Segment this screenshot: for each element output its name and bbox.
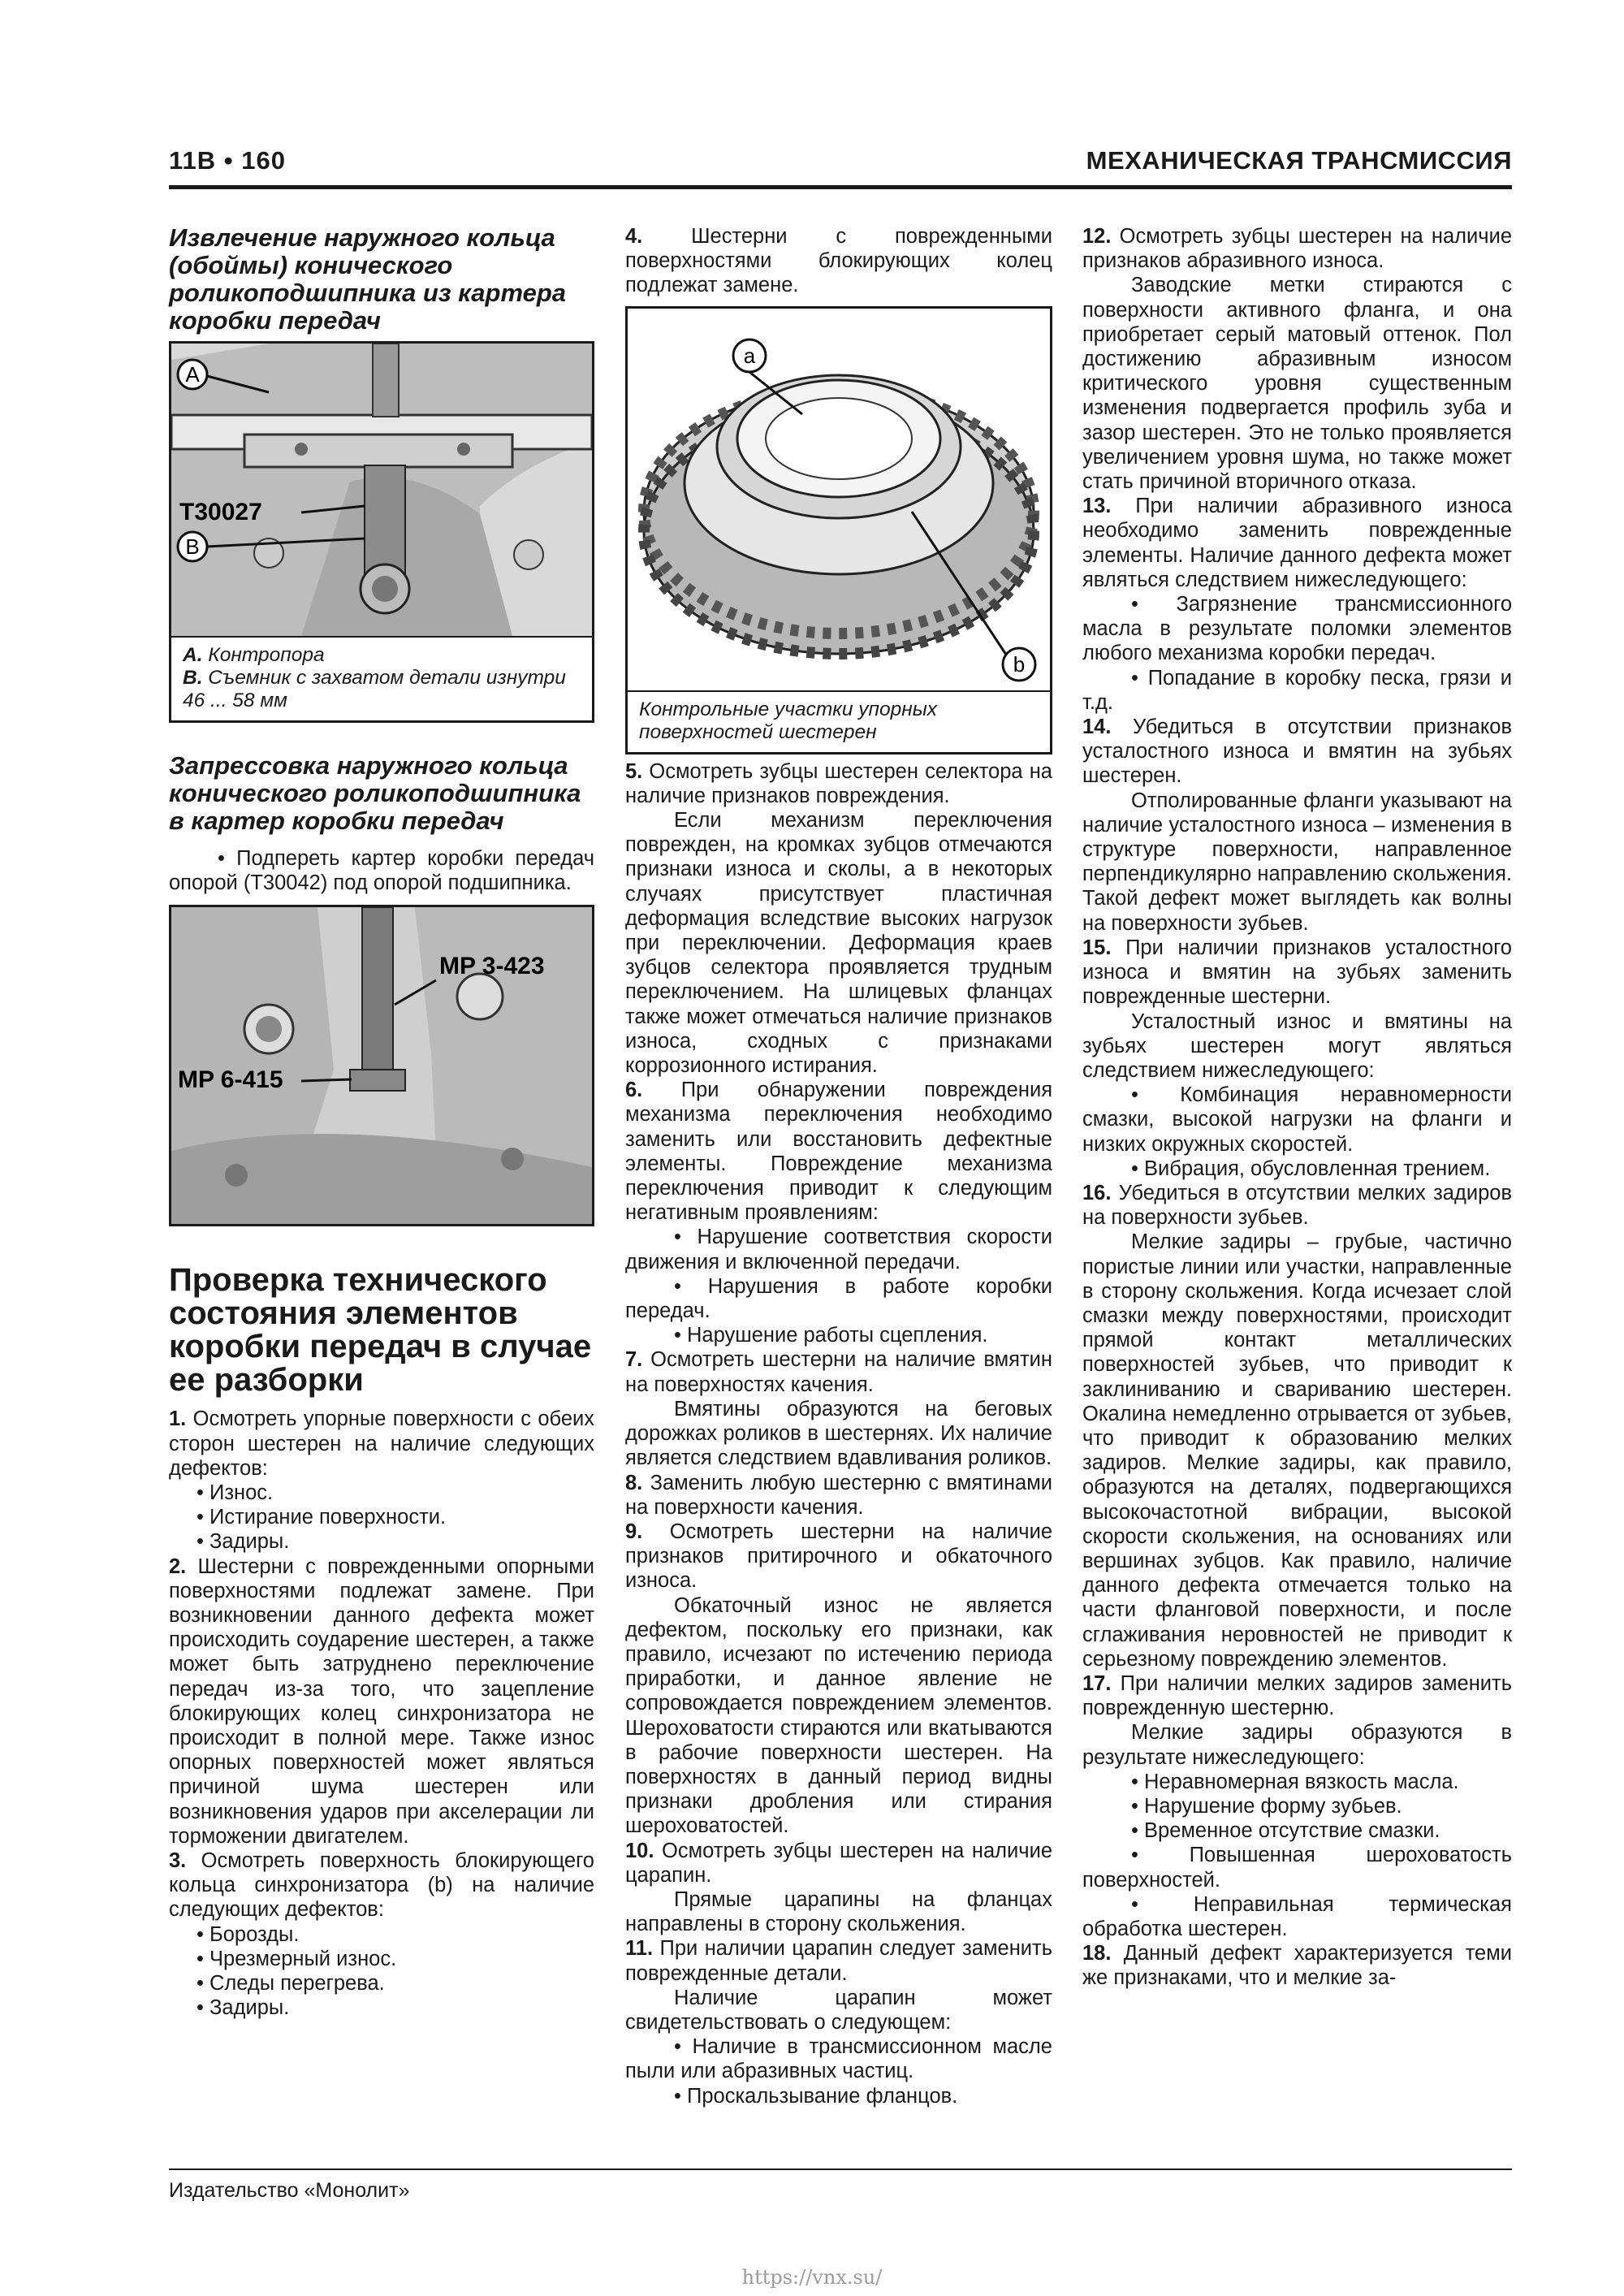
item-6: 6. При обнаружении повреждения механизма переключения необходимо заменить или восстановить дефектные элементы. Повреждение механизма переключения приводит к следующим негативным проявлениям: [625,1079,1052,1225]
item-15-bullet-2: • Вибрация, обусловленная трением. [1131,1157,1491,1180]
column-3 [1082,224,1512,1991]
item-8: 8. Заменить любую шестерню с вмятинами на поверхности качения. [625,1471,1052,1519]
header-rule [169,185,1512,189]
item-17-bullet-5: • Неправильная термическая обработка шестерен. [1082,1892,1512,1941]
label-b: B [185,534,200,559]
figure-pressing [169,905,594,1226]
figure-extraction-photo [171,344,592,636]
item-3-bullet-1: • Борозды. [197,1922,300,1946]
footer-rule [169,2168,1512,2170]
item-5-text: Если механизм переключения поврежден, на кромках зубцов отмечаются признаки износа и сколы, а в некоторых случаях присутствует пластичная деформация вследствие высоких нагрузок при переключении. Деформация краев зубцов селектора проявляется трудным переключением. На шлицевых фланцах также может отмечаться наличие признаков износа, сходных с признаками коррозионного истирания. [625,809,1052,1078]
figure-gear-caption: Контрольные участки упорных поверхностей шестерен [628,690,1050,752]
item-3: 3. Осмотреть поверхность блокирующего кольца синхронизатора (b) на наличие следующих дефектов: [169,1849,594,1922]
item-9-text: Обкаточный износ не является дефектом, поскольку его признаки, как правило, исчезают по истечению периода приработки, и данное явление не сопровождается повреждением элементов. Шероховатости стираются или вкатываются в рабочие поверхности шестерен. На поверхностях в данный период видны признаки дробления или стирания шероховатостей. [625,1593,1052,1838]
item-11: 11. При наличии царапин следует заменить поврежденные детали. [625,1937,1052,1985]
item-10: 10. Осмотреть зубцы шестерен на наличие царапин. [625,1839,1052,1887]
item-17-bullet-2: • Нарушение форму зубьев. [1131,1795,1402,1818]
figure-pressing-photo [171,907,592,1224]
gear-label-b: b [1013,651,1026,677]
label-a: A [185,362,200,387]
item-5: 5. Осмотреть зубцы шестерен селектора на наличие признаков повреждения. [625,759,1052,807]
figure-gear-drawing [628,309,1050,690]
item-16: 16. Убедиться в отсутствии мелких задиров на поверхности зубьев. [1082,1181,1512,1230]
item-1: 1. Осмотреть упорные поверхности с обеих сторон шестерен на наличие следующих дефектов: [169,1407,594,1480]
item-3-bullet-2: • Чрезмерный износ. [197,1947,397,1970]
chapter-title: МЕХАНИЧЕСКАЯ ТРАНСМИССИЯ [1086,146,1512,175]
item-15-bullet-1: • Комбинация неравномерности смазки, высокой нагрузки на фланги и низких окружных скоростей. [1082,1083,1512,1156]
pressing-paragraph: • Подпереть картер коробки передач опорой (T30042) под опорой подшипника. [169,847,594,895]
item-1-bullet-2: • Истирание поверхности. [197,1506,447,1529]
item-17: 17. При наличии мелких задиров заменить поврежденную шестерню. [1082,1671,1512,1720]
item-13: 13. При наличии абразивного износа необходимо заменить поврежденные элементы. Наличие данного дефекта может являться следствием нижеследующего: [1082,495,1512,591]
source-url[interactable]: https://vnx.su/ [741,2266,883,2289]
item-17-bullet-4: • Повышенная шероховатость поверхностей. [1082,1844,1512,1892]
section-title-pressing: Запрессовка наружного кольца конического роликоподшипника в картер коробки передач [169,751,581,835]
figure-extraction-caption [171,636,592,720]
item-6-bullet-3: • Нарушение работы сцепления. [674,1324,988,1347]
item-1-bullet-1: • Износ. [197,1481,274,1505]
figure-gear [625,306,1052,755]
item-7: 7. Осмотреть шестерни на наличие вмятин на поверхностях качения. [625,1348,1052,1396]
item-15: 15. При наличии признаков усталостного износа и вмятин на зубьях заменить поврежденные шестерни. [1082,936,1512,1009]
item-17-text: Мелкие задиры образуются в результате нижеследующего: [1082,1721,1512,1769]
item-11-bullet-1: • Наличие в трансмиссионном масле пыли или абразивных частиц. [625,2035,1052,2083]
item-13-bullet-2: • Попадание в коробку песка, грязи и т.д. [1082,666,1512,714]
item-18: 18. Данный дефект характеризуется теми же признаками, что и мелкие за- [1082,1942,1512,1990]
caption-key-a: A. [183,644,203,666]
item-16-text: Мелкие задиры – грубые, частично пористые линии или участки, направленные в сторону скольжения. Когда исчезает слой смазки между поверхностями, происходит прямой контакт металлических поверхностей зубьев, что приводит к заклиниванию и свариванию шестерен. Окалина немедленно отрывается от зубьев, что приводит к образованию мелких задиров. Мелкие задиры, как правило, образуются на деталях, подвергающихся высокочастотной вибрации, высокой скорости скольжения, на основаниях или вершинах зубцов. Как правило, наличие данного дефекта отмечается только на части фланговой поверхности, и после сглаживания неровностей не приводит к серьезному повреждению элементов. [1082,1230,1512,1671]
item-2: 2. Шестерни с поврежденными опорными поверхностями подлежат замене. При возникновении данного дефекта может происходить соударение шестерен, а также может быть затруднено переключение передач из-за того, что зацепление блокирующих колец синхронизатора не происходит в полной мере. Также износ опорных поверхностей может являться причиной шума шестерен или возникновения ударов при акселерации ли торможении двигателем. [169,1554,594,1848]
item-6-bullet-1: • Нарушение соответствия скорости движения и включенной передачи. [625,1226,1052,1273]
item-12: 12. Осмотреть зубцы шестерен на наличие признаков абразивного износа. [1082,225,1512,273]
item-14: 14. Убедиться в отсутствии признаков усталостного износа и вмятин на зубьях шестерен. [1082,716,1512,788]
item-7-text: Вмятины образуются на беговых дорожках роликов в шестернях. Их наличие является следствием вдавливания роликов. [625,1397,1052,1470]
item-6-bullet-2: • Нарушения в работе коробки передач. [625,1274,1052,1323]
item-11-text: Наличие царапин может свидетельствовать о следующем: [625,1986,1052,2034]
item-9: 9. Осмотреть шестерни на наличие признаков притирочного и обкаточного износа. [625,1520,1052,1593]
item-3-bullet-3: • Следы перегрева. [197,1972,385,1995]
caption-b: Съемник с захватом детали изнутри 46 ... 58 мм [183,667,566,711]
caption-key-b: B. [183,667,203,689]
tool-t30027: T30027 [179,499,262,525]
item-12-text: Заводские метки стираются с поверхности активного фланга, и она приобретает серый матовый оттенок. Пол достижению абразивным износом критического уровня существенным изменения подвергается профиль зуба и зазор шестерен. Это не только проявляется увеличением уровня шума, но также может стать причиной вторичного отказа. [1082,274,1512,494]
page-number: 11B • 160 [169,146,286,175]
item-4: 4. Шестерни с поврежденными поверхностями блокирующих колец подлежат замене. [625,225,1052,297]
figure-extraction [169,341,594,723]
tool-mp6-415: MP 6-415 [178,1066,283,1094]
item-17-bullet-1: • Неравномерная вязкость масла. [1131,1770,1459,1793]
item-15-text: Усталостный износ и вмятины на зубьях шестерен могут являться следствием нижеследующего: [1082,1010,1512,1082]
item-11-bullet-2: • Проскальзывание фланцов. [674,2084,958,2108]
main-section-title: Проверка технического состояния элементов коробки передач в случае ее разборки [169,1262,592,1399]
item-3-bullet-4: • Задиры. [197,1996,290,2020]
gear-label-a: a [743,343,756,368]
tool-mp3-423: MP 3-423 [439,953,545,980]
item-10-text: Прямые царапины на фланцах направлены в сторону скольжения. [625,1887,1052,1936]
item-17-bullet-3: • Временное отсутствие смазки. [1131,1819,1440,1843]
item-1-bullet-3: • Задиры. [197,1530,290,1554]
section-title-extraction: Извлечение наружного кольца (обоймы) конического роликоподшипника из картера коробки передач [169,223,567,335]
publisher: Издательство «Монолит» [169,2179,410,2202]
item-14-text: Отполированные фланги указывают на наличие усталостного износа – изменения в структуре поверхности, направленное перпендикулярно направлению скольжения. Такой дефект может выглядеть как волны на поверхности зубьев. [1082,789,1512,935]
caption-a: Контропора [202,644,325,666]
column-2 [625,224,1052,2108]
item-13-bullet-1: • Загрязнение трансмиссионного масла в результате поломки элементов любого механизма коробки передач. [1082,593,1512,665]
column-1 [169,224,594,2020]
